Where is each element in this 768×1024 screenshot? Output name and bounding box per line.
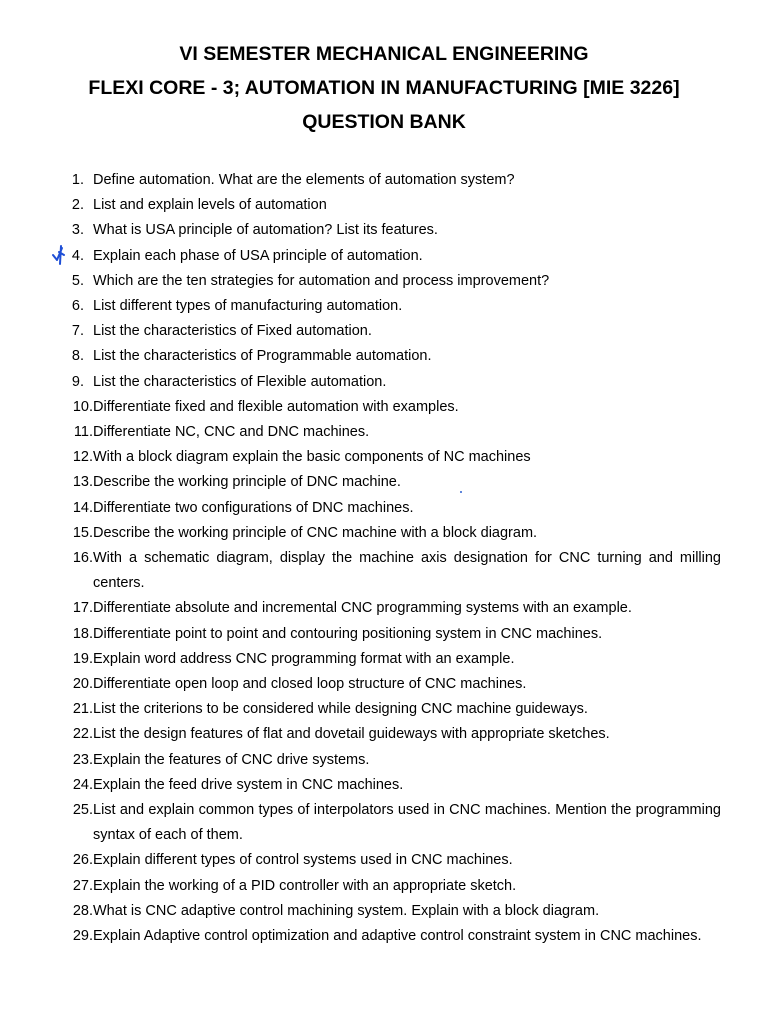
question-number: 2. (71, 197, 84, 214)
question-item (0, 370, 768, 395)
question-number: 6. (71, 298, 84, 315)
question-number: 9. (71, 373, 84, 390)
question-number: 10. (72, 398, 93, 415)
question-number: 13. (72, 474, 93, 491)
question-number: 21. (72, 701, 93, 718)
question-item (0, 874, 768, 899)
question-text: Differentiate absolute and incremental CNC programming systems with an example. (93, 600, 632, 617)
question-number: 14. (72, 499, 93, 516)
question-text: List the characteristics of Fixed automation. (93, 323, 372, 340)
question-text: With a schematic diagram, display the machine axis designation for CNC turning and milling centers. (93, 550, 721, 592)
question-text: Explain each phase of USA principle of automation. (93, 247, 423, 264)
question-number: 23. (72, 751, 93, 768)
question-number: 12. (72, 449, 93, 466)
question-item (0, 218, 768, 243)
question-item (0, 244, 768, 269)
question-item (0, 470, 768, 495)
question-text: List the characteristics of Programmable automation. (93, 348, 432, 365)
question-number: 11. (73, 424, 93, 441)
question-number: 4. (71, 247, 84, 264)
question-item (0, 596, 768, 621)
question-text: Define automation. What are the elements of automation system? (93, 172, 515, 188)
question-text: Explain word address CNC programming format with an example. (93, 650, 515, 667)
question-item (0, 294, 768, 319)
pen-tick-mark-icon (50, 242, 70, 268)
document-title: QUESTION BANK (302, 111, 466, 133)
question-number: 7. (71, 323, 84, 340)
question-list (0, 168, 768, 949)
question-text: Describe the working principle of DNC machine. (93, 474, 401, 491)
question-item (0, 924, 768, 949)
question-item (0, 899, 768, 924)
ink-dot (460, 491, 462, 493)
course-title: FLEXI CORE - 3; AUTOMATION IN MANUFACTURING [MIE 3226] (88, 77, 680, 99)
question-item (0, 521, 768, 546)
question-text: List the characteristics of Flexible automation. (93, 373, 387, 390)
question-item (0, 395, 768, 420)
question-item (0, 496, 768, 521)
question-item (0, 445, 768, 470)
question-number: 18. (72, 625, 93, 642)
question-number: 26. (72, 852, 93, 869)
semester-title: VI SEMESTER MECHANICAL ENGINEERING (179, 43, 589, 65)
question-text: Explain different types of control systems used in CNC machines. (93, 852, 513, 869)
question-item (0, 722, 768, 747)
question-text: What is CNC adaptive control machining system. Explain with a block diagram. (93, 902, 600, 919)
question-number: 8. (71, 348, 84, 365)
question-text: List and explain levels of automation (93, 197, 327, 214)
question-item (0, 344, 768, 369)
question-number: 28. (72, 902, 93, 919)
question-text: List and explain common types of interpolators used in CNC machines. Mention the programming syntax of each of them. (93, 802, 721, 844)
question-text: Describe the working principle of CNC machine with a block diagram. (93, 524, 538, 541)
question-number: 15. (72, 524, 93, 541)
question-text: List different types of manufacturing automation. (93, 298, 403, 315)
question-item (0, 672, 768, 697)
question-text: Differentiate point to point and contouring positioning system in CNC machines. (93, 625, 603, 642)
question-number: 22. (72, 726, 93, 743)
question-number: 29. (72, 928, 93, 945)
question-item (0, 193, 768, 218)
question-number: 24. (72, 776, 93, 793)
question-item (0, 319, 768, 344)
question-text: Differentiate two configurations of DNC machines. (93, 499, 414, 516)
question-text: What is USA principle of automation? List its features. (93, 222, 438, 239)
question-text: Differentiate fixed and flexible automation with examples. (93, 398, 459, 415)
question-text: Explain the feed drive system in CNC machines. (93, 776, 404, 793)
question-number: 20. (72, 676, 93, 693)
question-text: Explain the features of CNC drive systems. (93, 751, 370, 768)
question-text: Differentiate NC, CNC and DNC machines. (93, 424, 370, 441)
question-number: 25. (72, 802, 93, 819)
question-number: 16. (72, 550, 93, 567)
question-number: 5. (71, 272, 84, 289)
question-number: 19. (72, 650, 93, 667)
question-text: Which are the ten strategies for automation and process improvement? (93, 272, 550, 289)
question-item (0, 798, 768, 848)
question-item (0, 748, 768, 773)
question-text: Differentiate open loop and closed loop structure of CNC machines. (93, 676, 527, 693)
question-number: 1. (71, 172, 84, 188)
question-number: 17. (72, 600, 93, 617)
question-item (0, 168, 768, 193)
question-item (0, 773, 768, 798)
question-text: Explain Adaptive control optimization and adaptive control constraint system in CNC machines. (93, 928, 702, 945)
question-text: Explain the working of a PID controller with an appropriate sketch. (93, 877, 517, 894)
question-item (0, 269, 768, 294)
question-item (0, 622, 768, 647)
question-item (0, 848, 768, 873)
question-text: With a block diagram explain the basic components of NC machines (93, 449, 531, 466)
question-text: List the design features of flat and dovetail guideways with appropriate sketches. (93, 726, 610, 743)
question-number: 27. (72, 877, 93, 894)
question-number: 3. (71, 222, 84, 239)
question-item (0, 697, 768, 722)
question-item (0, 420, 768, 445)
question-text: List the criterions to be considered while designing CNC machine guideways. (93, 701, 588, 718)
question-item (0, 647, 768, 672)
question-item (0, 546, 768, 596)
